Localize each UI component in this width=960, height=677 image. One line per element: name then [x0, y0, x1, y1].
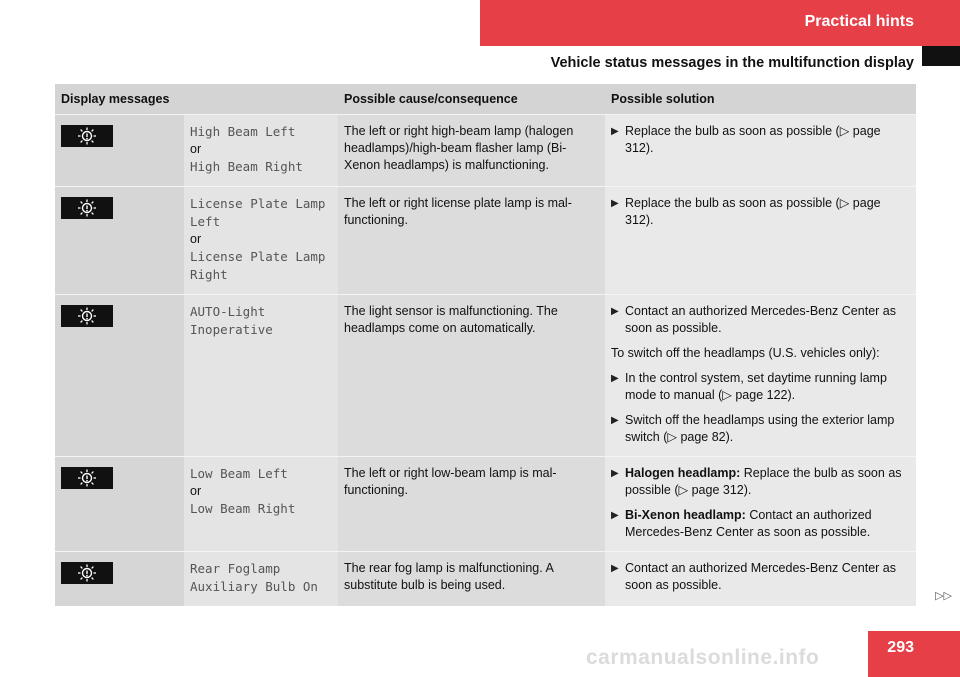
or-label: or [190, 484, 202, 498]
solution-cell [605, 186, 916, 294]
table-row [55, 186, 916, 294]
cause-cell: The light sensor is malfunctioning. The headlamps come on automatically. [338, 294, 605, 456]
solution-step [611, 303, 910, 337]
display-message-text: High Beam Right [190, 159, 303, 174]
display-message-text: Low Beam Right [190, 501, 296, 516]
solution-cell [605, 551, 916, 606]
section-title: Practical hints [804, 13, 914, 30]
icon-cell [55, 456, 184, 551]
headlamp-warning-icon [61, 467, 113, 489]
solution-step-text: To switch off the headlamps (U.S. vehicles only): [611, 346, 880, 360]
bullet-arrow-icon: ▶ [611, 468, 619, 479]
cause-cell: The rear fog lamp is malfunctioning. A substitute bulb is being used. [338, 551, 605, 606]
status-messages-table [55, 84, 916, 606]
display-message-text: License Plate Lamp Left [190, 196, 326, 229]
display-message-cell [184, 294, 338, 456]
solution-step-text: Contact an authorized Mercedes-Benz Center as soon as possible. [625, 561, 896, 592]
solution-step [611, 370, 910, 404]
page-number-tab [868, 631, 960, 677]
solution-step-heading: Bi-Xenon headlamp: [625, 508, 746, 522]
bullet-arrow-icon: ▶ [611, 126, 619, 137]
display-message-cell [184, 551, 338, 606]
solution-cell [605, 114, 916, 186]
bullet-arrow-icon: ▶ [611, 373, 619, 384]
display-message-cell [184, 114, 338, 186]
display-message-text: License Plate Lamp Right [190, 249, 326, 282]
display-message-text: High Beam Left [190, 124, 296, 139]
solution-step [611, 507, 910, 541]
display-message-text: AUTO-Light Inoperative [190, 304, 273, 337]
bullet-arrow-icon: ▶ [611, 306, 619, 317]
solution-step [611, 465, 910, 499]
solution-step-text: In the control system, set daytime running lamp mode to manual (▷ page 122). [625, 371, 887, 402]
header-possible-solution: Possible solution [605, 84, 916, 114]
page-number: 293 [887, 639, 914, 656]
bullet-arrow-icon: ▶ [611, 415, 619, 426]
solution-step-text: Replace the bulb as soon as possible (▷ page 312). [625, 124, 881, 155]
table-row [55, 294, 916, 456]
solution-cell [605, 294, 916, 456]
section-marker [922, 46, 960, 66]
headlamp-warning-icon [61, 305, 113, 327]
headlamp-warning-icon [61, 197, 113, 219]
table-row [55, 114, 916, 186]
solution-step-text: Replace the bulb as soon as possible (▷ page 312). [625, 466, 902, 497]
display-message-text: Rear Foglamp Auxiliary Bulb On [190, 561, 318, 594]
section-tab [480, 0, 960, 46]
solution-step-text: Switch off the headlamps using the exterior lamp switch (▷ page 82). [625, 413, 895, 444]
header-possible-cause: Possible cause/consequence [338, 84, 605, 114]
headlamp-warning-icon [61, 125, 113, 147]
solution-step [611, 195, 910, 229]
headlamp-warning-icon [61, 562, 113, 584]
solution-step-text: Contact an authorized Mercedes-Benz Center as soon as possible. [625, 508, 872, 539]
table-row [55, 456, 916, 551]
bullet-arrow-icon: ▶ [611, 510, 619, 521]
or-label: or [190, 232, 202, 246]
icon-cell [55, 294, 184, 456]
solution-step [611, 412, 910, 446]
icon-cell [55, 114, 184, 186]
table-header-row [55, 84, 916, 114]
icon-cell [55, 551, 184, 606]
watermark: carmanualsonline.info [586, 646, 820, 669]
bullet-arrow-icon: ▶ [611, 563, 619, 574]
solution-step [611, 123, 910, 157]
display-message-cell [184, 186, 338, 294]
cause-cell: The left or right high-beam lamp (halogen headlamps)/high-beam flasher lamp (Bi-Xenon headlamps) is malfunctioning. [338, 114, 605, 186]
display-message-cell [184, 456, 338, 551]
solution-step-heading: Halogen headlamp: [625, 466, 741, 480]
or-label: or [190, 142, 202, 156]
solution-step-text: Replace the bulb as soon as possible (▷ page 312). [625, 196, 881, 227]
solution-note [611, 345, 910, 362]
solution-cell [605, 456, 916, 551]
header-display-messages: Display messages [55, 84, 338, 114]
continue-arrows: ▷▷ [935, 590, 952, 602]
bullet-arrow-icon: ▶ [611, 198, 619, 209]
icon-cell [55, 186, 184, 294]
page-subtitle: Vehicle status messages in the multifunction display [550, 55, 914, 71]
display-message-text: Low Beam Left [190, 466, 288, 481]
cause-cell: The left or right low-beam lamp is mal-functioning. [338, 456, 605, 551]
cause-cell: The left or right license plate lamp is mal-functioning. [338, 186, 605, 294]
solution-step [611, 560, 910, 594]
table-row [55, 551, 916, 606]
solution-step-text: Contact an authorized Mercedes-Benz Center as soon as possible. [625, 304, 896, 335]
